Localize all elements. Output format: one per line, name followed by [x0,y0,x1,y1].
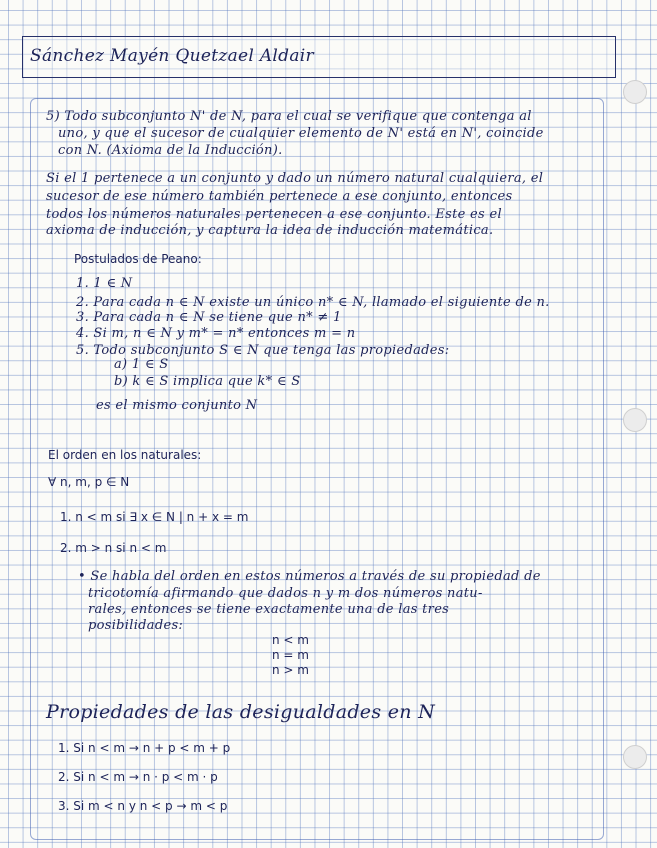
order-item-2: 2. m > n si n < m [60,541,167,555]
order-quantifier: ∀ n, m, p ∈ N [48,475,130,489]
induction-line-3: todos los números naturales pertenecen a ese conjunto. Este es el [46,207,502,222]
peano-item-5: 5. Todo subconjunto S ∈ N que tenga las propiedades: [76,343,450,358]
binder-hole-middle [623,408,647,432]
induction-line-2: sucesor de ese número también pertenece a ese conjunto, entonces [46,189,513,204]
order-item-1: 1. n < m si ∃ x ∈ N | n + x = m [60,510,249,524]
peano-item-2: 2. Para cada n ∈ N existe un único n* ∈ N, llamado el siguiente de n. [76,295,550,310]
theorem-line-3: con N. (Axioma de la Inducción). [58,143,283,158]
binder-hole-top [623,80,647,104]
peano-closing: es el mismo conjunto N [96,398,258,413]
theorem-line-1: 5) Todo subconjunto N' de N, para el cual se verifique que contenga al [46,109,532,124]
peano-item-3: 3. Para cada n ∈ N se tiene que n* ≠ 1 [76,310,342,325]
order-title: El orden en los naturales: [48,448,202,462]
order-note-line-2: tricotomía afirmando que dados n y m dos números natu- [88,586,483,601]
peano-sub-b: b) k ∈ S implica que k* ∈ S [114,374,301,389]
peano-sub-a: a) 1 ∈ S [114,357,169,372]
possibility-equal: n = m [272,648,309,662]
peano-title: Postulados de Peano: [74,252,202,266]
order-note-line-1: • Se habla del orden en estos números a través de su propiedad de [78,569,541,584]
theorem-line-2: uno, y que el sucesor de cualquier elemento de N' está en N', coincide [58,126,544,141]
order-note-line-4: posibilidades: [88,618,184,633]
induction-line-1: Si el 1 pertenece a un conjunto y dado un número natural cualquiera, el [46,171,544,186]
possibility-less: n < m [272,633,309,647]
order-note-line-3: rales, entonces se tiene exactamente una de las tres [88,602,450,617]
peano-item-4: 4. Si m, n ∈ N y m* = n* entonces m = n [76,326,356,341]
student-name: Sánchez Mayén Quetzael Aldair [30,46,314,66]
possibility-greater: n > m [272,663,309,677]
induction-line-4: axioma de inducción, y captura la idea de inducción matemática. [46,223,494,238]
inequality-1: 1. Si n < m → n + p < m + p [58,741,231,755]
peano-item-1: 1. 1 ∈ N [76,276,133,291]
inequality-3: 3. Si m < n y n < p → m < p [58,799,228,813]
binder-hole-bottom [623,745,647,769]
inequalities-title: Propiedades de las desigualdades en N [46,701,436,723]
inequality-2: 2. Si n < m → n · p < m · p [58,770,218,784]
